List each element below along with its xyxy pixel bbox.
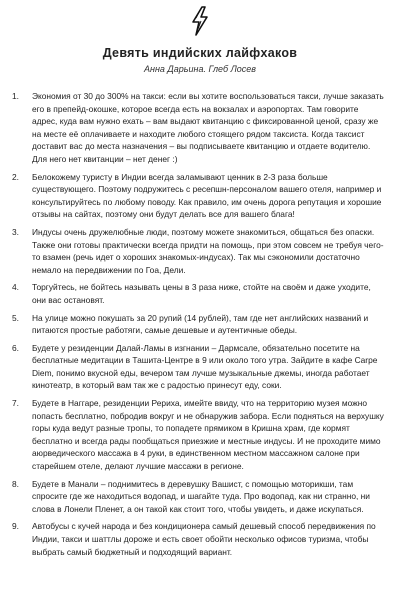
list-item-text: Будете в Наггаре, резиденции Рериха, имейте ввиду, что на территорию музея можно попасть бесплатно, побродив вокруг и не обнаружив забора. Если подняться на верхушку горы куда ведут разные тропы, то попадете прямиком в Кришна храм, где кормят бесплатно и всегда рады пообщаться приезжие и местные индусы. И не проходите мимо аюрведического массажа в 4 руки, в единственном местном массажном салоне при старейшем отеле, делают лучшие массажи в регионе.: [32, 398, 384, 472]
list-item: [12, 171, 386, 221]
lightning-icon: [185, 5, 215, 37]
list-item: [12, 397, 386, 473]
list-item: [12, 520, 386, 558]
list-item-number: 1.: [12, 91, 19, 101]
list-item-number: 5.: [12, 312, 19, 323]
list-item-text: Будете в Манали – поднимитесь в деревушку Вашист, с помощью моторикши, там спросите где же находиться водопад, и шагайте туда. Про водопад, как ни странно, ни слова в Лонели Пленет, а он такой как стоит того, чтобы увидеть, и даже искупаться.: [32, 478, 370, 514]
list-item: [12, 281, 386, 306]
list-item: [12, 478, 386, 516]
list-item-number: 8.: [12, 478, 19, 489]
list-item-number: 6.: [12, 342, 19, 353]
list-item: [12, 312, 386, 337]
list-item-number: 2.: [12, 171, 19, 182]
list-item-number: 9.: [12, 521, 19, 532]
list-item-text: На улице можно покушать за 20 рупий (14 рублей), там где нет английских названий и питаются простые работяги, самые дешевые и аутентичные обеды.: [32, 312, 369, 336]
list-item: [12, 226, 386, 276]
list-item-number: 7.: [12, 398, 19, 409]
list-item-text: Индусы очень дружелюбные люди, поэтому можете знакомиться, общаться без опаски. Также они готовы практически всегда придти на помощь, при этом совсем не требуя чего-то взамен (речь идет о хороших знакомых-индусах). Так мы сэкономили достаточно немало на передвижении по Гоа, Дели.: [32, 226, 384, 275]
article-authors: Анна Дарьина. Глеб Лосев: [144, 64, 256, 74]
tips-list: [12, 90, 386, 563]
list-item-text: Белокожему туристу в Индии всегда заламывают ценник в 2-3 раза больше существующего. Поэтому подружитесь с ресепшн-персоналом вашего отеля, например и консультируйтесь по любому поводу. Как правило, им очень дорога репутация и хорошие отзывы на сайтах, поэтому они будут делать все для вашего блага!: [32, 171, 382, 220]
list-item: [12, 342, 386, 392]
list-item: [12, 90, 386, 166]
list-item-text: Торгуйтесь, не бойтесь называть цены в 3 раза ниже, стойте на своём и даже уходите, они вас остановят.: [32, 282, 371, 305]
list-item-number: 4.: [12, 282, 19, 293]
list-item-text: Экономия от 30 до 300% на такси: если вы хотите воспользоваться такси, лучше заказать его в препейд-окошке, которое всегда есть на вокзалах и аэропортах. Там говорите адрес, куда вам нужно ехать – вам выдают квитанцию с фиксированной ценой, сразу же на месте её оплачиваете и находите любого стоящего рядом таксиста. Когда таксист доставит вас до места назначения – вы подписываете квитанцию и отдаете водителю. Для него нет квитанции – нет денег :): [32, 91, 384, 164]
list-item-text: Будете у резиденции Далай-Ламы в изгнании – Дармсале, обязательно посетите на бесплатные медитации в Ташита-Центре в 9 или около того утра. Зайдите в кафе Carpe Diem, понимо вкусной еды, вечером там лучше музыкальные джемы, иногда работает кинотеатр, в который вам так же с радостью принесут еду, соки.: [32, 342, 378, 391]
article-title: Девять индийских лайфхаков: [102, 46, 298, 60]
list-item-number: 3.: [12, 226, 19, 237]
list-item-text: Автобусы с кучей народа и без кондиционера самый дешевый способ передвижения по Индии, такси и шаттлы дороже и есть своет обойти несколько офисов туризма, чтобы выбрать самый бюджетный и подходящий вариант.: [32, 521, 376, 557]
